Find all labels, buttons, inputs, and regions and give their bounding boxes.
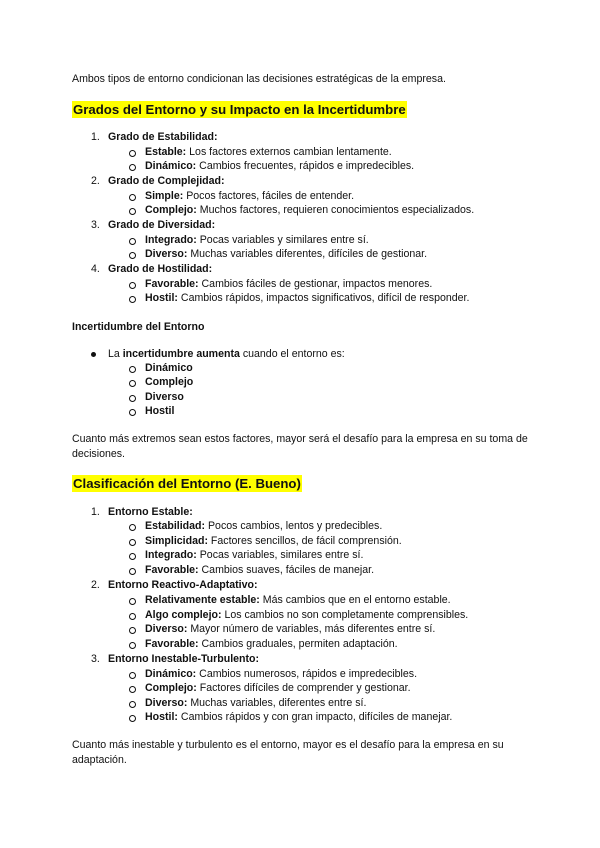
list-subitem: Favorable: Cambios fáciles de gestionar, impactos menores. xyxy=(145,278,433,290)
list-subitem: Algo complejo: Los cambios no son completamente comprensibles. xyxy=(145,609,469,621)
list-subitem: Integrado: Pocas variables y similares entre sí. xyxy=(145,234,369,246)
circle-bullet-icon xyxy=(129,194,136,201)
list-item-label: Entorno Inestable-Turbulento: xyxy=(108,653,260,665)
circle-bullet-icon xyxy=(129,642,136,649)
list-subitem: Dinámico: Cambios frecuentes, rápidos e impredecibles. xyxy=(145,160,415,172)
list-item-label: Grado de Complejidad: xyxy=(108,175,225,187)
list-subitem: Complejo xyxy=(145,376,194,388)
circle-bullet-icon xyxy=(129,686,136,693)
list-subitem: Complejo: Factores difíciles de comprender y gestionar. xyxy=(145,682,411,694)
list-subitem: Diverso: Mayor número de variables, más diferentes entre sí. xyxy=(145,623,436,635)
list-number: 3. xyxy=(91,653,100,665)
list-subitem: Hostil: Cambios rápidos, impactos significativos, difícil de responder. xyxy=(145,292,470,304)
list-subitem: Simplicidad: Factores sencillos, de fácil comprensión. xyxy=(145,535,402,547)
list-number: 3. xyxy=(91,219,100,231)
list-item-label: Grado de Estabilidad: xyxy=(108,131,218,143)
list-subitem: Dinámico xyxy=(145,362,193,374)
circle-bullet-icon xyxy=(129,150,136,157)
subheading-incertidumbre: Incertidumbre del Entorno xyxy=(72,321,205,333)
list-subitem: Simple: Pocos factores, fáciles de entender. xyxy=(145,190,355,202)
list-subitem: Favorable: Cambios suaves, fáciles de manejar. xyxy=(145,564,375,576)
list-number: 2. xyxy=(91,175,100,187)
list-item-label: Grado de Hostilidad: xyxy=(108,263,213,275)
circle-bullet-icon xyxy=(129,627,136,634)
circle-bullet-icon xyxy=(129,553,136,560)
list-subitem: Diverso: Muchas variables diferentes, difíciles de gestionar. xyxy=(145,248,428,260)
intro-paragraph: Ambos tipos de entorno condicionan las decisiones estratégicas de la empresa. xyxy=(72,73,446,85)
circle-bullet-icon xyxy=(129,282,136,289)
circle-bullet-icon xyxy=(129,164,136,171)
circle-bullet-icon xyxy=(129,296,136,303)
circle-bullet-icon xyxy=(129,701,136,708)
circle-bullet-icon xyxy=(129,208,136,215)
circle-bullet-icon xyxy=(129,539,136,546)
list-subitem: Integrado: Pocas variables, similares entre sí. xyxy=(145,549,364,561)
circle-bullet-icon xyxy=(129,238,136,245)
list-item-label: Entorno Estable: xyxy=(108,506,193,518)
circle-bullet-icon xyxy=(129,715,136,722)
circle-bullet-icon xyxy=(129,672,136,679)
list-subitem: Favorable: Cambios graduales, permiten adaptación. xyxy=(145,638,398,650)
list-subitem: Diverso xyxy=(145,391,184,403)
list-number: 2. xyxy=(91,579,100,591)
list-number: 1. xyxy=(91,131,100,143)
list-subitem: Hostil: Cambios rápidos y con gran impacto, difíciles de manejar. xyxy=(145,711,453,723)
circle-bullet-icon xyxy=(129,252,136,259)
list-number: 4. xyxy=(91,263,100,275)
circle-bullet-icon xyxy=(129,524,136,531)
list-subitem: Estable: Los factores externos cambian lentamente. xyxy=(145,146,392,158)
list-item-label: Entorno Reactivo-Adaptativo: xyxy=(108,579,258,591)
list-number: 1. xyxy=(91,506,100,518)
section-heading-grados: Grados del Entorno y su Impacto en la Incertidumbre xyxy=(73,102,406,117)
list-subitem: Hostil xyxy=(145,405,175,417)
circle-bullet-icon xyxy=(129,568,136,575)
paragraph-incertidumbre: Cuanto más extremos sean estos factores, mayor será el desafío para la empresa en su toma de decisiones. xyxy=(72,433,528,460)
list-subitem: Diverso: Muchas variables, diferentes entre sí. xyxy=(145,697,367,709)
list-subitem: Estabilidad: Pocos cambios, lentos y predecibles. xyxy=(145,520,383,532)
list-subitem: Complejo: Muchos factores, requieren conocimientos especializados. xyxy=(145,204,475,216)
section-heading-clasificacion: Clasificación del Entorno (E. Bueno) xyxy=(73,476,301,491)
circle-bullet-icon xyxy=(129,366,136,373)
list-subitem: Dinámico: Cambios numerosos, rápidos e impredecibles. xyxy=(145,668,418,680)
circle-bullet-icon xyxy=(129,395,136,402)
circle-bullet-icon xyxy=(129,409,136,416)
list-subitem: Relativamente estable: Más cambios que en el entorno estable. xyxy=(145,594,451,606)
bullet-dot-icon xyxy=(91,352,96,357)
circle-bullet-icon xyxy=(129,380,136,387)
paragraph-clasificacion: Cuanto más inestable y turbulento es el entorno, mayor es el desafío para la empresa en su adaptación. xyxy=(72,739,504,766)
list-item-label: Grado de Diversidad: xyxy=(108,219,216,231)
circle-bullet-icon xyxy=(129,613,136,620)
list-item: La incertidumbre aumenta cuando el entorno es: xyxy=(108,348,345,360)
circle-bullet-icon xyxy=(129,598,136,605)
